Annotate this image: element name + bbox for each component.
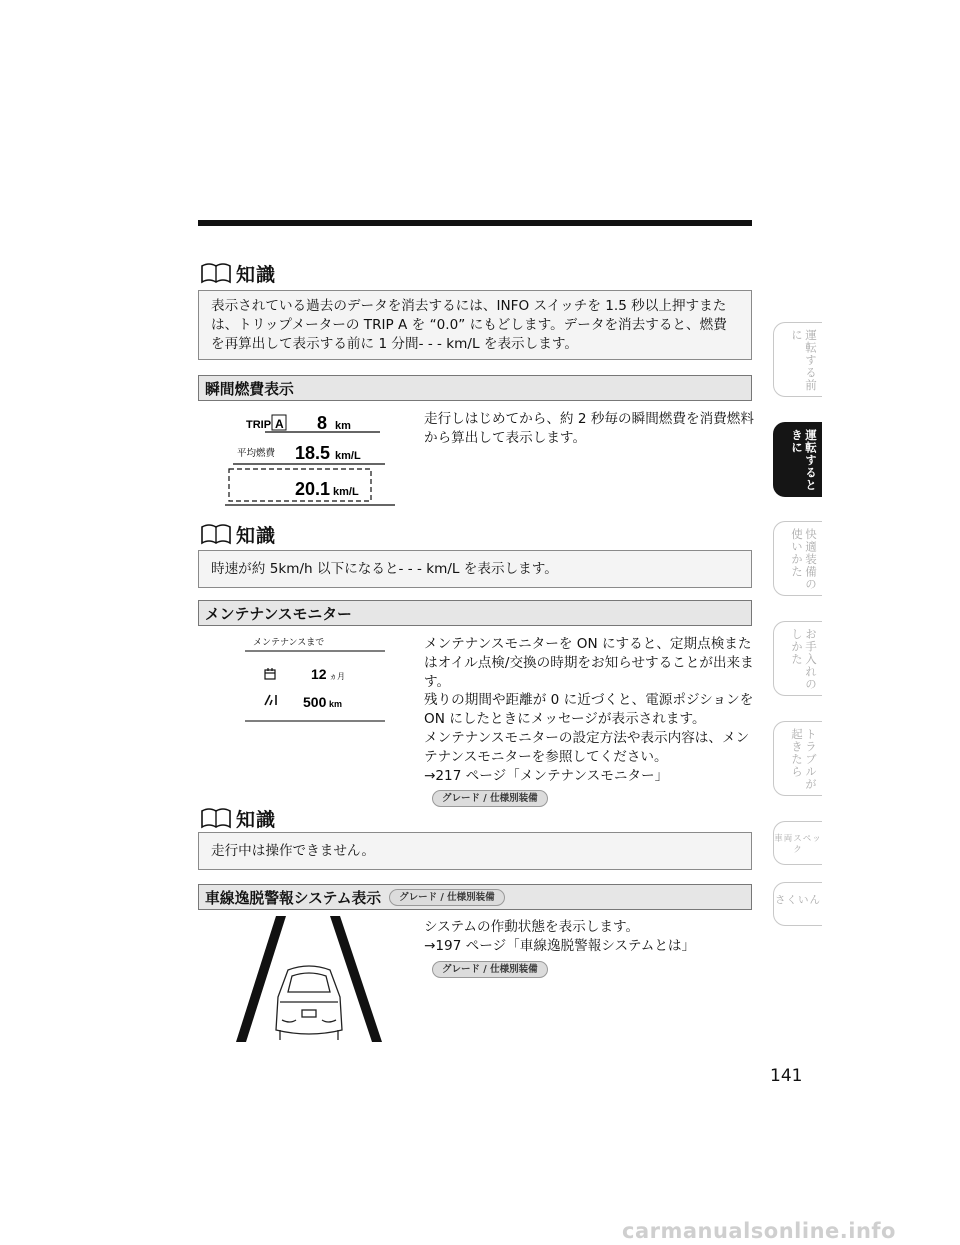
inst-value: 20.1 xyxy=(295,479,331,499)
trip-label: TRIP xyxy=(246,419,272,431)
side-tab-troubleshooting[interactable] xyxy=(773,721,822,796)
maintenance-text xyxy=(424,635,754,807)
trip-letter: A xyxy=(275,417,284,431)
grade-badge: グレード / 仕様別装備 xyxy=(432,790,548,807)
avg-label: 平均燃費 xyxy=(237,448,276,459)
trip-unit: km xyxy=(335,420,351,432)
section-title: メンテナンスモニター xyxy=(205,605,352,623)
side-tab-label: 車両スペック xyxy=(774,834,822,855)
side-tab-maintenance[interactable] xyxy=(773,621,822,696)
instant-fuel-text xyxy=(424,410,754,448)
side-tab-label: トラブルが起きたら xyxy=(790,728,818,791)
grade-badge: グレード / 仕様別装備 xyxy=(432,961,548,978)
side-tab-comfort-features[interactable] xyxy=(773,521,822,596)
maintenance-line: 残りの期間や距離が 0 に近づくと、電源ポジションを ON にしたときにメッセージが表示されます。 xyxy=(424,692,754,728)
book-icon xyxy=(200,522,232,546)
months-unit: ヵ月 xyxy=(329,672,345,681)
maintenance-line: メンテナンスモニターの設定方法や表示内容は、メンテナンスモニターを参照してください。 xyxy=(424,729,750,765)
inst-unit: km/L xyxy=(333,486,359,498)
chishiki-title: 知識 xyxy=(236,524,277,547)
section-title: 車線逸脱警報システム表示 xyxy=(205,889,382,907)
lane-departure-illustration xyxy=(230,912,390,1047)
chishiki-heading xyxy=(200,259,276,287)
chishiki-heading xyxy=(200,520,276,548)
distance-unit: km xyxy=(329,699,343,709)
note-text: 表示されている過去のデータを消去するには、INFO スイッチを 1.5 秒以上押すまたは、トリップメーターの TRIP A を “0.0” にもどします。データを消去すると、燃費を再算出して表示する前に 1 分間- - - km/L を表示します。 xyxy=(211,297,727,352)
note-text: 時速が約 5km/h 以下になると- - - km/L を表示します。 xyxy=(211,560,558,577)
calendar-icon xyxy=(265,668,275,679)
book-icon xyxy=(200,806,232,830)
maintenance-display-illustration xyxy=(245,633,390,728)
note-box xyxy=(198,290,752,360)
side-tab-while-driving[interactable] xyxy=(773,422,822,497)
maintenance-reference-link[interactable]: →217 ページ「メンテナンスモニター」 xyxy=(424,767,669,784)
lane-reference-link[interactable]: →197 ページ「車線逸脱警報システムとは」 xyxy=(424,937,696,954)
book-icon xyxy=(200,261,232,285)
grade-badge: グレード / 仕様別装備 xyxy=(389,889,505,906)
avg-value: 18.5 xyxy=(295,443,331,463)
trip-value: 8 xyxy=(317,413,328,433)
maintenance-header: メンテナンスまで xyxy=(253,638,325,648)
section-header-instant-fuel xyxy=(198,375,752,401)
distance-value: 500 xyxy=(303,694,327,710)
section-header-maintenance xyxy=(198,600,752,626)
side-tab-label: お手入れのしかた xyxy=(790,628,818,691)
fuel-display-illustration xyxy=(225,405,400,510)
note-text: 走行中は操作できません。 xyxy=(211,842,375,859)
side-tab-index[interactable] xyxy=(773,882,822,926)
side-tab-label: 快適装備の使いかた xyxy=(790,528,818,591)
page-number: 141 xyxy=(770,1066,803,1086)
top-rule xyxy=(198,220,752,226)
avg-unit: km/L xyxy=(335,450,361,462)
note-box xyxy=(198,550,752,588)
side-tab-before-driving[interactable] xyxy=(773,322,822,397)
side-tab-label: 運転する前に xyxy=(790,329,818,392)
section-title: 瞬間燃費表示 xyxy=(205,380,294,398)
side-tab-label: さくいん xyxy=(775,894,821,906)
watermark: carmanualsonline.info xyxy=(622,1219,896,1243)
lane-line: システムの作動状態を表示します。 xyxy=(424,919,640,935)
chishiki-title: 知識 xyxy=(236,808,277,831)
chishiki-heading xyxy=(200,804,276,832)
chishiki-title: 知識 xyxy=(236,263,277,286)
note-box xyxy=(198,832,752,870)
side-tab-specifications[interactable] xyxy=(773,821,822,865)
car-rear-icon xyxy=(276,966,342,1040)
left-lane-line xyxy=(236,916,286,1042)
section-header-lane-departure xyxy=(198,884,752,910)
side-tab-label: 運転するときに xyxy=(790,429,818,492)
lane-departure-text xyxy=(424,918,754,978)
road-distance-icon xyxy=(265,695,276,705)
months-value: 12 xyxy=(311,666,327,682)
instant-fuel-paragraph: 走行しはじめてから、約 2 秒毎の瞬間燃費を消費燃料から算出して表示します。 xyxy=(424,411,754,446)
maintenance-line: メンテナンスモニターを ON にすると、定期点検またはオイル点検/交換の時期をお知らせすることが出来ます。 xyxy=(424,636,754,690)
right-lane-line xyxy=(330,916,382,1042)
